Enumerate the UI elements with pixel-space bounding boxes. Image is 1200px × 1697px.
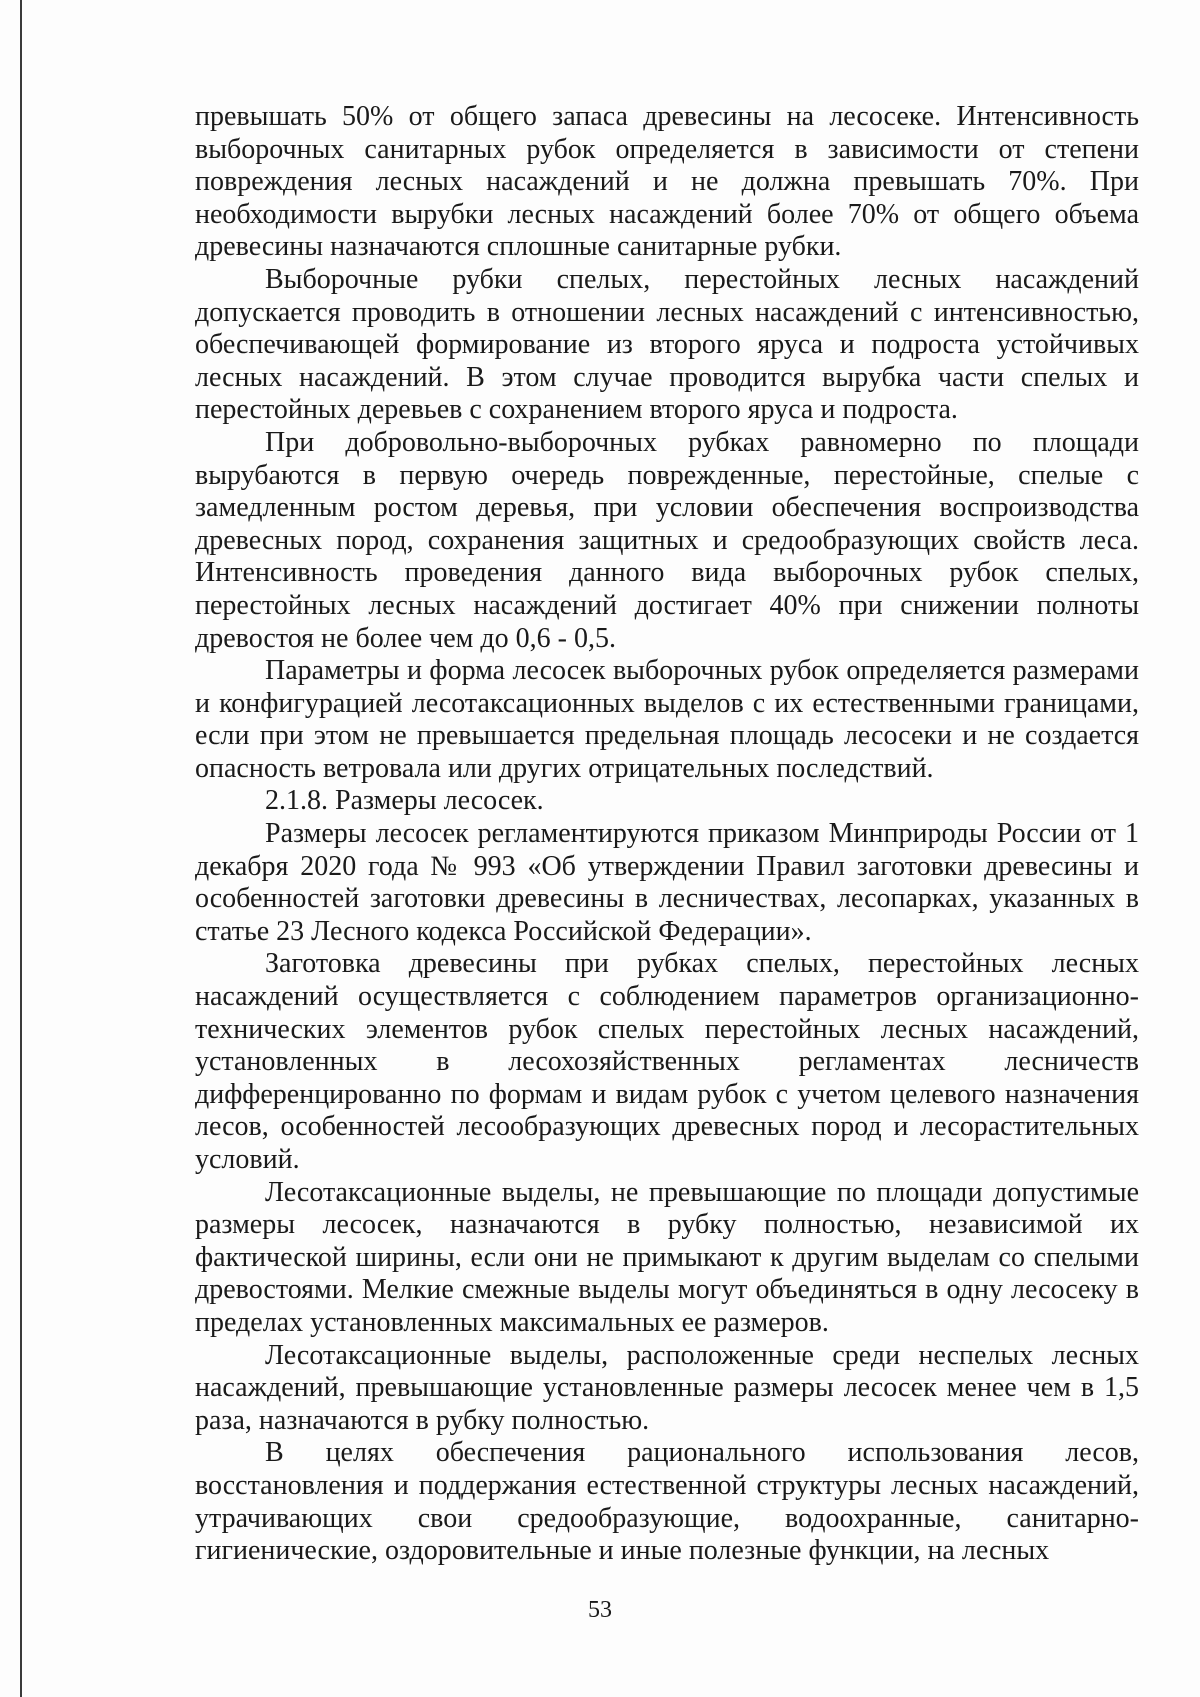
- page-number: 53: [588, 1597, 612, 1623]
- paragraph: Параметры и форма лесосек выборочных рубок определяется размерами и конфигурацией лесотаксационных выделов с их естественными границами, если при этом не превышается предельная площадь лесосеки и не создается опасность ветровала или других отрицательных последствий.: [195, 655, 1139, 784]
- scan-edge-line: [20, 0, 22, 1697]
- paragraph: превышать 50% от общего запаса древесины на лесосеке. Интенсивность выборочных санитарных рубок определяется в зависимости от степени повреждения лесных насаждений и не должна превышать 70%. При необходимости вырубки лесных насаждений более 70% от общего объема древесины назначаются сплошные санитарные рубки.: [195, 101, 1139, 263]
- paragraph: Лесотаксационные выделы, расположенные среди неспелых лесных насаждений, превышающие установленные размеры лесосек менее чем в 1,5 раза, назначаются в рубку полностью.: [195, 1339, 1139, 1436]
- paragraph: При добровольно-выборочных рубках равномерно по площади вырубаются в первую очередь поврежденные, перестойные, спелые с замедленным ростом деревья, при условии обеспечения воспроизводства древесных пород, сохранения защитных и средообразующих свойств леса. Интенсивность проведения данного вида выборочных рубок спелых, перестойных лесных насаждений достигает 40% при снижении полноты древостоя не более чем до 0,6 - 0,5.: [195, 426, 1139, 654]
- paragraph: Заготовка древесины при рубках спелых, перестойных лесных насаждений осуществляется с соблюдением параметров организационно-технических элементов рубок спелых перестойных лесных насаждений, установленных в лесохозяйственных регламентах лесничеств дифференцированно по формам и видам рубок с учетом целевого назначения лесов, особенностей лесообразующих древесных пород и лесорастительных условий.: [195, 948, 1139, 1175]
- section-heading: 2.1.8. Размеры лесосек.: [265, 785, 544, 817]
- paragraph: В целях обеспечения рационального использования лесов, восстановления и поддержания естественной структуры лесных насаждений, утрачивающих свои средообразующие, водоохранные, санитарно-гигиенические, оздоровительные и иные полезные функции, на лесных: [195, 1437, 1139, 1567]
- paragraph: Лесотаксационные выделы, не превышающие по площади допустимые размеры лесосек, назначаются в рубку полностью, независимой их фактической ширины, если они не примыкают к другим выделам со спелыми древостоями. Мелкие смежные выделы могут объединяться в одну лесосеку в пределах установленных максимальных ее размеров.: [195, 1176, 1139, 1338]
- paragraph: Размеры лесосек регламентируются приказом Минприроды России от 1 декабря 2020 года № 993 «Об утверждении Правил заготовки древесины и особенностей заготовки древесины в лесничествах, лесопарках, указанных в статье 23 Лесного кодекса Российской Федерации».: [195, 818, 1139, 947]
- paragraph: Выборочные рубки спелых, перестойных лесных насаждений допускается проводить в отношении лесных насаждений с интенсивностью, обеспечивающей формирование из второго яруса и подроста устойчивых лесных насаждений. В этом случае проводится вырубка части спелых и перестойных деревьев с сохранением второго яруса и подроста.: [195, 263, 1139, 426]
- body-text: [195, 101, 1139, 1568]
